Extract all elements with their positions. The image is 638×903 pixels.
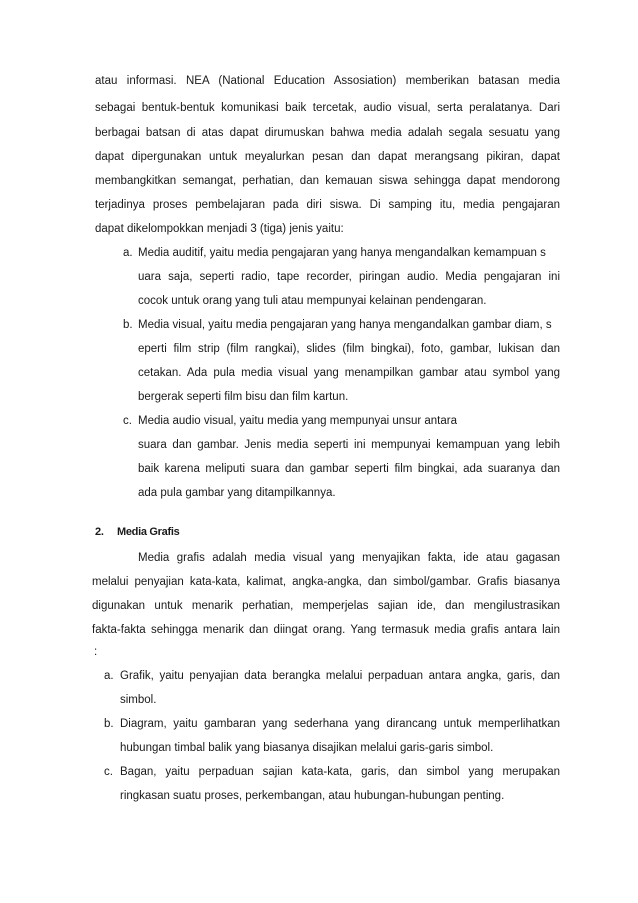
intro-line: sebagai bentuk-bentuk komunikasi baik tercetak, audio visual, serta peralatanya. Dari [95,102,560,114]
list-item-line: eperti film strip (film rangkai), slides (film bingkai), foto, gambar, lukisan dan [138,343,560,355]
list-item-line: cetakan. Ada pula media visual yang menampilkan gambar atau symbol yang [138,367,560,379]
list-item-line: Media auditif, yaitu media pengajaran yang hanya mengandalkan kemampuan s [138,247,546,259]
list-item-line: bergerak seperti film bisu dan film kartun. [138,391,349,403]
list-item-line: ada pula gambar yang ditampilkannya. [138,487,336,499]
list-item-line: uara saja, seperti radio, tape recorder, piringan audio. Media pengajaran ini [138,271,560,283]
section-paragraph-line: melalui penyajian kata-kata, kalimat, angka-angka, dan simbol/gambar. Grafis biasanya [92,576,560,588]
list-label: a. [104,670,114,682]
intro-line: dapat dipergunakan untuk meyalurkan pesan dan dapat merangsang pikiran, dapat [95,151,560,163]
section-paragraph-line: : [94,646,98,658]
list-label: b. [104,718,114,730]
list-item-line: simbol. [120,694,157,706]
list-label: c. [123,415,132,427]
list-item-line: Diagram, yaitu gambaran yang sederhana yang dirancang untuk memperlihatkan [120,718,560,730]
list-item-line: Grafik, yaitu penyajian data berangka melalui perpaduan antara angka, garis, dan [120,670,560,682]
list-item-line: ringkasan suatu proses, perkembangan, atau hubungan-hubungan penting. [120,790,505,802]
section-title: Media Grafis [117,526,180,538]
list-label: b. [123,319,133,331]
intro-line: terjadinya proses pembelajaran pada diri siswa. Di samping itu, media pengajaran [95,199,560,211]
list-label: c. [104,766,113,778]
list-item-line: Media visual, yaitu media pengajaran yang hanya mengandalkan gambar diam, s [138,319,552,331]
list-item-line: Bagan, yaitu perpaduan sajian kata-kata, garis, dan simbol yang merupakan [120,766,560,778]
list-item-line: suara dan gambar. Jenis media seperti ini mempunyai kemampuan yang lebih [138,439,560,451]
list-label: a. [123,247,133,259]
section-paragraph-line: Media grafis adalah media visual yang menyajikan fakta, ide atau gagasan [138,552,560,564]
section-paragraph-line: digunakan untuk menarik perhatian, memperjelas sajian ide, dan mengilustrasikan [92,600,560,612]
intro-line: membangkitkan semangat, perhatian, dan kemauan siswa sehingga dapat mendorong [95,175,560,187]
section-number: 2. [95,526,104,538]
list-item-line: cocok untuk orang yang tuli atau mempunyai kelainan pendengaran. [138,295,487,307]
intro-line: berbagai batsan di atas dapat dirumuskan bahwa media adalah segala sesuatu yang [95,127,560,139]
list-item-line: Media audio visual, yaitu media yang mempunyai unsur antara [138,415,457,427]
list-item-line: baik karena meliputi suara dan gambar seperti film bingkai, ada suaranya dan [138,463,560,475]
section-paragraph-line: fakta-fakta sehingga menarik dan diingat orang. Yang termasuk media grafis antara lain [92,624,560,636]
intro-line: dapat dikelompokkan menjadi 3 (tiga) jenis yaitu: [95,223,344,235]
list-item-line: hubungan timbal balik yang biasanya disajikan melalui garis-garis simbol. [120,742,494,754]
intro-line: atau informasi. NEA (National Education Assosiation) memberikan batasan media [95,75,560,87]
